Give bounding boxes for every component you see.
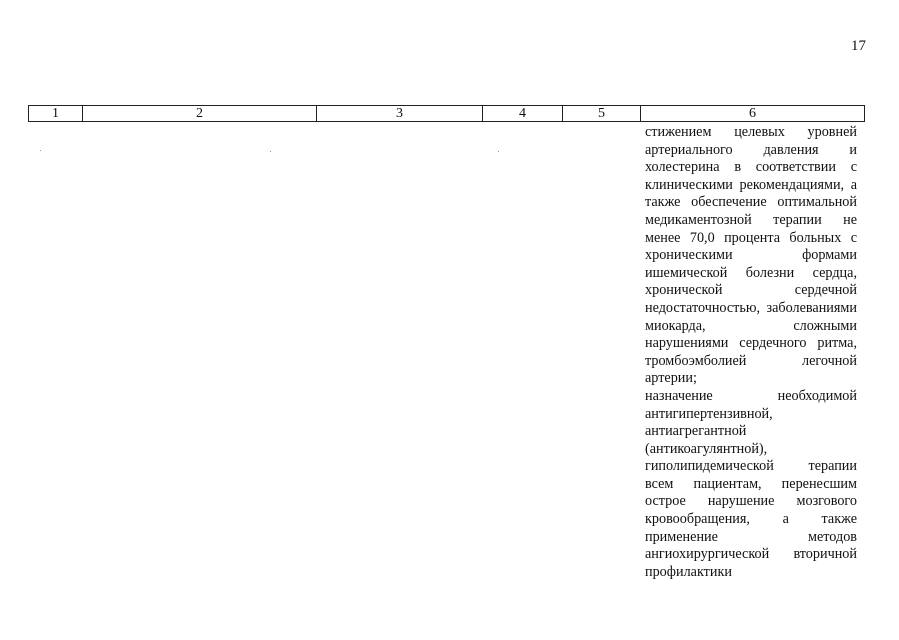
- column-header-3: 3: [317, 106, 483, 122]
- table-header: [28, 105, 865, 122]
- column-header-6: 6: [641, 106, 865, 122]
- column-header-1: 1: [29, 106, 83, 122]
- column-6-text: [645, 124, 857, 581]
- scan-speck: [40, 150, 41, 151]
- column-6-paragraph: назначение необходимой антигипертензивной, антиагрегантной (антикоагулянтной), гиполипидемической терапии всем пациентам, перенесшим острое нарушение мозгового кровообращения, а также применение методов ангиохирургической вторичной профилактики: [645, 387, 857, 580]
- column-header-4: 4: [483, 106, 563, 122]
- scan-speck: [270, 151, 271, 152]
- column-6-paragraph: стижением целевых уровней артериального давления и холестерина в соответствии с клиническими рекомендациями, а также обеспечение оптимальной медикаментозной терапии не менее 70,0 процента больных с хроническими формами ишемической болезни сердца, хронической сердечной недостаточностью, заболеваниями миокарда, сложными нарушениями сердечного ритма, тромбоэмболией легочной артерии;: [645, 124, 857, 387]
- table-header-row: [29, 106, 865, 122]
- column-header-2: 2: [83, 106, 317, 122]
- column-header-5: 5: [563, 106, 641, 122]
- page-number: 17: [851, 38, 866, 54]
- scan-speck: [498, 151, 499, 152]
